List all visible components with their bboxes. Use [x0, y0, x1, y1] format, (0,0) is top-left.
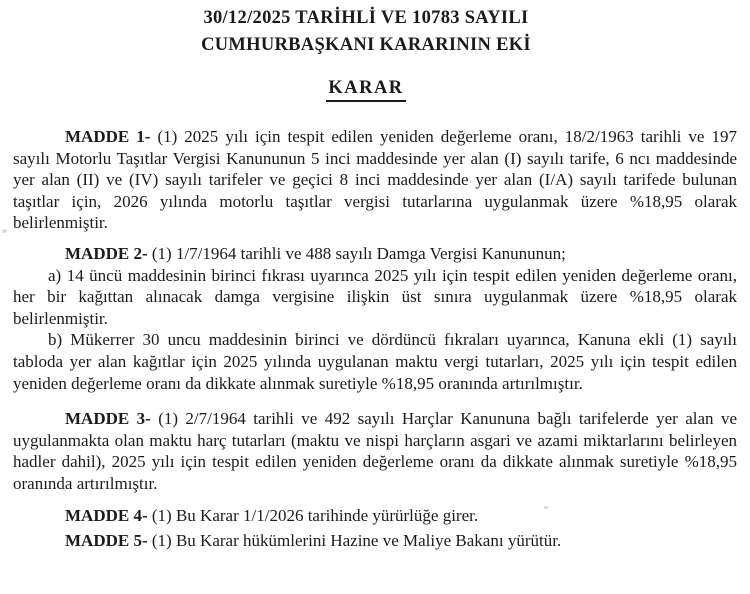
article-madde-4	[13, 505, 737, 527]
document-title	[13, 5, 719, 59]
decision-heading	[13, 77, 719, 102]
scan-speck	[2, 229, 7, 233]
article-madde-3-label: MADDE 3-	[65, 409, 151, 429]
decision-heading-text: KARAR	[326, 77, 405, 102]
article-madde-4-label: MADDE 4-	[65, 505, 148, 525]
article-madde-5-label: MADDE 5-	[65, 531, 148, 551]
article-madde-1-text: (1) 2025 yılı için tespit edilen yeniden değerleme oranı, 18/2/1963 tarihli ve 197 sayılı Motorlu Taşıtlar Vergisi Kanununun 5 inci maddesinde yer alan (I) sayılı tarife, 6 ncı maddesinde yer alan (II) ve (IV) sayılı tarifeler ve geçici 8 inci maddesinde yer alan (I/A) sayılı tarifede bulunan taşıtlar için, 2026 yılında motorlu taşıtlar vergisi tutarlarına uygulanmak üzere %18,95 olarak belirlenmiştir.	[13, 127, 737, 233]
article-madde-3-text: (1) 2/7/1964 tarihli ve 492 sayılı Harçlar Kanununa bağlı tarifelerde yer alan ve uygulanmakta olan maktu harç tutarları (maktu ve nispi harçların asgari ve azami miktarlarını belirleyen hadler dahil), 2025 yılı için tespit edilen yeniden değerleme oranı da dikkate alınmak suretiyle %18,95 oranında artırılmıştır.	[13, 409, 737, 493]
article-madde-2	[13, 243, 737, 265]
article-madde-2-clause-b: b) Mükerrer 30 uncu maddesinin birinci ve dördüncü fıkraları uyarınca, Kanuna ekli (1) sayılı tabloda yer alan kağıtlar için 2025 yılında uygulanan maktu vergi tutarları, 2025 yılı için tespit edilen yeniden değerleme oranı da dikkate alınmak suretiyle %18,95 oranında artırılmıştır.	[13, 330, 737, 393]
article-madde-1	[13, 126, 737, 234]
scan-speck	[544, 506, 548, 509]
article-madde-5	[13, 530, 737, 552]
article-madde-2-text: (1) 1/7/1964 tarihli ve 488 sayılı Damga Vergisi Kanununun;	[151, 243, 566, 263]
article-madde-5-text: (1) Bu Karar hükümlerini Hazine ve Maliye Bakanı yürütür.	[151, 531, 562, 551]
article-madde-2-clause-a: a) 14 üncü maddesinin birinci fıkrası uyarınca 2025 yılı için tespit edilen yeniden değerleme oranı, her bir kağıttan alınacak damga vergisine ilişkin üst sınıra uygulanmak üzere %18,95 olarak belirlenmiştir.	[13, 265, 737, 328]
decision-body	[13, 126, 737, 552]
article-madde-1-label: MADDE 1-	[65, 127, 151, 146]
article-madde-2-label: MADDE 2-	[65, 243, 148, 263]
title-line-1: 30/12/2025 TARİHLİ VE 10783 SAYILI	[203, 8, 529, 28]
article-madde-3	[13, 408, 737, 494]
title-line-2: CUMHURBAŞKANI KARARININ EKİ	[201, 35, 531, 55]
article-madde-4-text: (1) Bu Karar 1/1/2026 tarihinde yürürlüğe girer.	[151, 505, 479, 525]
